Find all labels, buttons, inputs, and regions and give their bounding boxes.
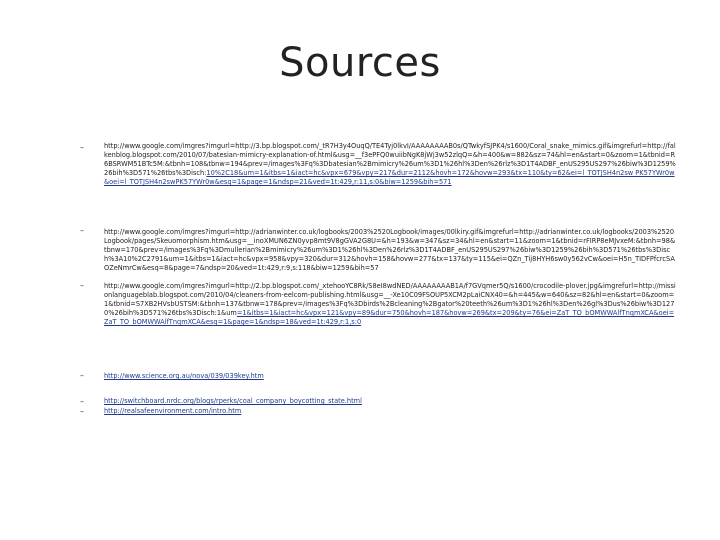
source-url-link[interactable]: http://switchboard.nrdc.org/blogs/rperks/coal_company_boycotting_state.html bbox=[104, 397, 362, 405]
bullet-dash: – bbox=[80, 371, 84, 380]
bullet-dash: – bbox=[80, 407, 84, 416]
source-url-text: http://www.google.com/imgres?imgurl=http://3.bp.blogspot.com/_tR7H3y4OuqQ/TE4Tyj0lkvI/AAAAAAAAB0s/QTwkyfSJPK4/s1600/Coral_snake_mimics.gif&imgrefurl=http://falkenblog.blogspot.com/2010/07/batesian-mimicry-explanation-of.html&usg=__f3ePFQ0wuiibNgK8jWj3w52zlqQ=&h=400&w=882&sz=74&hl=en&start=0&zoom=1&tbnid=R6BSRWM51BTc5M:&tbnh=108&tbnw=194&prev=/images%3Fq%3Dbatesian%2Bmimicry%26um%3D1%26hl%3Den%26rlz%3D1T4ADBF_enUS295US297%26biw%3D1259%26bih%3D571%26tbs%3Disch: bbox=[104, 142, 676, 178]
source-url-link[interactable]: http://realsafeenvironment.com/intro.htm bbox=[104, 407, 242, 415]
source-entry bbox=[104, 282, 676, 327]
slide-title: Sources bbox=[279, 40, 441, 86]
source-url-link[interactable]: 10%2C18&um=1&itbs=1&iact=hc&vpx=679&vpy=217&dur=2112&hovh=172&hovw=293&tx=110&ty=62&ei=l_TOTJSH4n2sw PK57YWr0w&oei=l_TOTJSH4n2swPK57YWr0w&esq=1&page=1&ndsp=21&ved=1t:429,r:11,s:0&biw=1259&bih=571 bbox=[104, 169, 675, 187]
source-entry bbox=[104, 142, 676, 187]
source-url-link[interactable]: http://www.science.org.au/nova/039/039key.htm bbox=[104, 372, 264, 380]
bullet-dash: – bbox=[80, 226, 84, 235]
source-url-text: http://www.google.com/imgres?imgurl=http://adrianwinter.co.uk/logbooks/2003%2520Logbook/images/00lkiry.gif&imgrefurl=http://adrianwinter.co.uk/logbooks/2003%2520Logbook/pages/Skeuomorphism.htm&usg=__inoXMUN6ZN0yvp8mt9V8gGVA2G8U=&h=193&w=347&sz=34&hl=en&start=11&zoom=1&tbnid=rFIRP8eMJvxeM:&tbnh=98&tbnw=170&prev=/images%3Fq%3Dmullerian%2Bmimicry%26um%3D1%26hl%3Den%26rlz%3D1T4ADBF_enUS295US297%26biw%3D1259%26bih%3D571%26tbs%3Disch%3A10%2C2791&um=1&itbs=1&iact=hc&vpx=958&vpy=320&dur=312&hovh=158&hovw=277&tx=137&ty=115&ei=QZn_Tij8HYH6sw0y562vCw&oei=H5n_TIDFPfcrcSAOZeNmrCw&esq=8&page=7&ndsp=20&ved=1t:429,r:9,s:118&biw=1259&bih=57 bbox=[104, 228, 676, 273]
bullet-dash: – bbox=[80, 281, 84, 290]
source-url-text: http://www.google.com/imgres?imgurl=http://2.bp.blogspot.com/_xtehooYC8Rk/S8eI8wdNED/AAAAAAAAB1A/f7GVqmer5Q/s1600/crocodile-plover.jpg&imgrefurl=http://missionlanguageblab.blogspot.com/2010/04/cleaners-from-eelcom-publishing.html&usg=__-Xe10C09FSOUP5XCM2pLaiCNX40=&h=445&w=640&sz=82&hl=en&start=0&zoom=1&tbnid=S7XB2HVsbUSTSM:&tbnh=137&tbnw=178&prev=/images%3Fq%3Dbirds%2Bcleaning%2Bgator%20teeth%26um%3D1%26hl%3Den%26gl%3Dus%26biw%3D1270%26bih%3D571%26tbs%3Disch:1&um bbox=[104, 282, 676, 318]
source-entry bbox=[104, 397, 676, 406]
source-entry bbox=[104, 372, 676, 381]
source-entry bbox=[104, 407, 676, 416]
source-url-link[interactable]: =1&itbs=1&iact=hc&vpx=121&vpy=89&dur=750&hovh=187&hovw=269&tx=209&ty=76&ei=ZaT_TO_bOMWWAlfTnqmXCA&oei=ZaT_TO_bOMWWAlfTnqmXCA&esq=1&page=1&ndsp=18&ved=1t:429,r:1,s:0 bbox=[104, 309, 675, 327]
bullet-dash: – bbox=[80, 397, 84, 406]
source-entry bbox=[104, 228, 676, 273]
bullet-dash: – bbox=[80, 143, 84, 152]
